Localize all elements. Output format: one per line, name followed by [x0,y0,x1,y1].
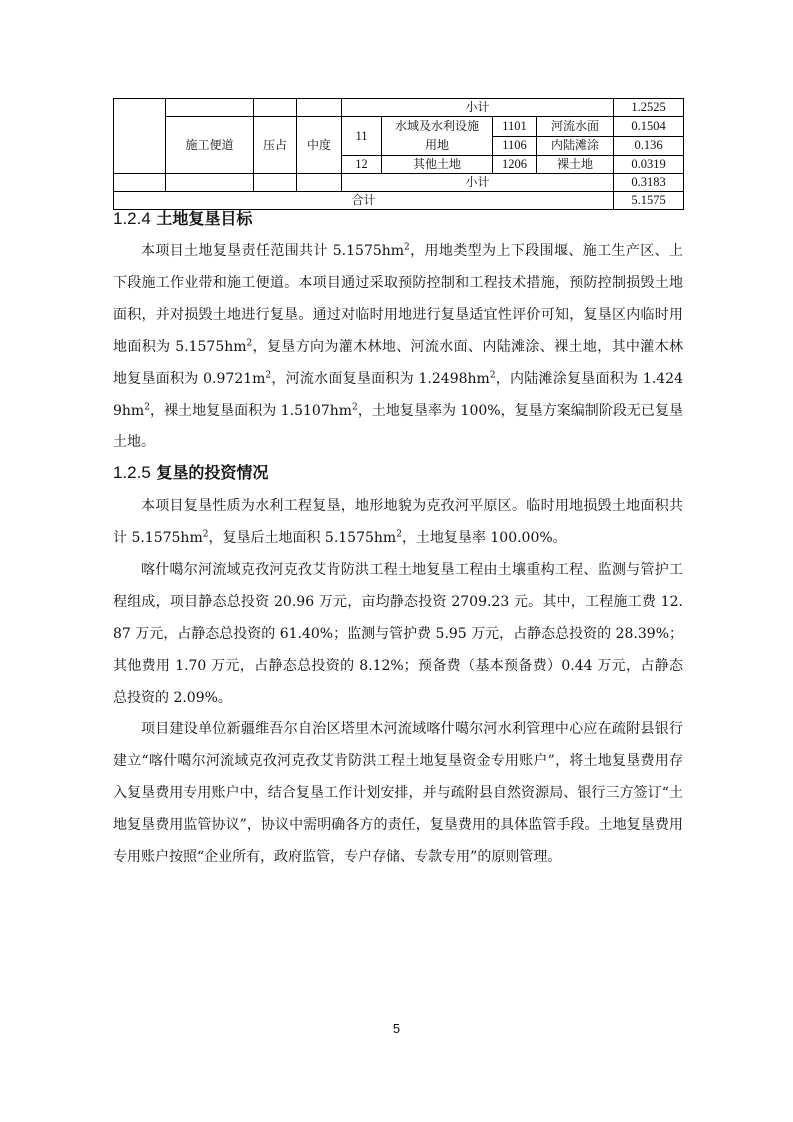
superscript: 2 [144,401,150,412]
table-row [114,174,684,192]
superscript: 2 [396,529,402,540]
paragraph-investment-breakdown: 喀什噶尔河流域克孜河克孜艾肯防洪工程土地复垦工程由土壤重构工程、监测与管护工程组成，项目静态总投资 20.96 万元，亩均静态投资 2709.23 元。其中，工程施工费 12.87 万元，占静态总投资的 61.40%；监测与管护费 5.95 万元，占静态总投资的 28.39%；其他费用 1.70 万元，占静态总投资的 8.12%；预备费（基本预备费）0.44 万元，占静态总投资的 2.09%。 [113,562,683,706]
table-cell [114,174,166,192]
superscript: 2 [404,242,410,253]
damage-degree-cell: 中度 [297,117,342,174]
class-l2-cell: 河流水面 [537,117,614,137]
class-l2-cell: 裸土地 [537,156,614,174]
subtotal-label: 小计 [342,174,614,192]
text-run: ，内陆滩涂复垦面积为 1.4249hm [113,370,683,419]
class-no-cell: 12 [342,156,382,174]
table-cell [114,99,166,174]
area-cell: 0.136 [614,136,684,156]
section-number: 1.2.5 [113,463,151,482]
superscript: 2 [246,338,253,349]
section-title: 复垦的投资情况 [156,463,269,482]
class-l1-cell: 其他土地 [382,156,493,174]
text-run: ，用地类型为上下段围堰、施工生产区、上下段施工作业带和施工便道。本项目通过采取预防控制和工程技术措施，预防控制损毁土地面积，并对损毁土地进行复垦。通过对临时用地进行复垦适宜性评价可知，复垦区内临时用地面积为 5.1575hm [113,243,683,355]
table-row [114,117,684,137]
paragraph-reclamation-nature [113,491,683,555]
text-run: ，土地复垦率为 100%，复垦方案编制阶段无已复垦土地。 [113,402,683,451]
table-row [114,99,684,117]
section-heading-investment [113,463,268,483]
table-cell [297,174,342,192]
subtotal-label: 小计 [342,99,614,117]
paragraph-reclamation-goal [113,236,683,459]
project-name-cell: 施工便道 [166,117,254,174]
superscript: 2 [265,369,272,380]
code-cell: 1106 [493,136,537,156]
class-l1-cell: 水域及水利设施用地 [382,117,493,156]
table-cell [297,99,342,117]
class-l2-cell: 内陆滩涂 [537,136,614,156]
table-cell [166,99,254,117]
text-run: ，土地复垦率 100.00%。 [401,529,567,546]
text-run: ，河流水面复垦面积为 1.2498hm [271,370,490,387]
superscript: 2 [489,369,496,380]
section-title: 土地复垦目标 [156,209,253,228]
class-no-cell: 11 [342,117,382,156]
code-cell: 1206 [493,156,537,174]
subtotal-value: 0.3183 [614,174,684,192]
text-run: 本项目土地复垦责任范围共计 5.1575hm [141,243,405,259]
area-cell: 0.0319 [614,156,684,174]
land-damage-table [113,98,684,210]
total-label: 合计 [114,192,614,210]
section-heading-reclamation-goal [113,209,252,229]
table-row [114,192,684,210]
superscript: 2 [202,529,209,540]
table-cell [166,174,254,192]
superscript: 2 [352,401,358,412]
page-number: 5 [392,1021,401,1036]
area-cell: 0.1504 [614,117,684,137]
text-run: 本项目复垦性质为水利工程复垦，地形地貌为克孜河平原区。临时用地损毁土地面积共计 5.1575hm [113,498,683,546]
total-value: 5.1575 [614,192,684,210]
table-cell [254,99,297,117]
subtotal-value: 1.2525 [614,99,684,117]
text-run: ，裸土地复垦面积为 1.5107hm [149,402,353,419]
section-number: 1.2.4 [113,209,151,228]
text-run: ，复垦后土地面积 5.1575hm [208,529,397,546]
paragraph-fund-management: 项目建设单位新疆维吾尔自治区塔里木河流域喀什噶尔河水利管理中心应在疏附县银行建立“喀什噶尔河流域克孜河克孜艾肯防洪工程土地复垦资金专用账户”，将土地复垦费用存入复垦费用专用账户中，结合复垦工作计划安排，并与疏附县自然资源局、银行三方签订“土地复垦费用监管协议”，协议中需明确各方的责任，复垦费用的具体监管手段。土地复垦费用专用账户按照“企业所有，政府监管，专户存储、专款专用”的原则管理。 [113,721,683,865]
damage-type-cell: 压占 [254,117,297,174]
table-cell [254,174,297,192]
text-run: ，复垦方向为灌木林地、河流水面、内陆滩涂、裸土地，其中灌木林地复垦面积为 0.9721m [113,338,684,387]
code-cell: 1101 [493,117,537,137]
